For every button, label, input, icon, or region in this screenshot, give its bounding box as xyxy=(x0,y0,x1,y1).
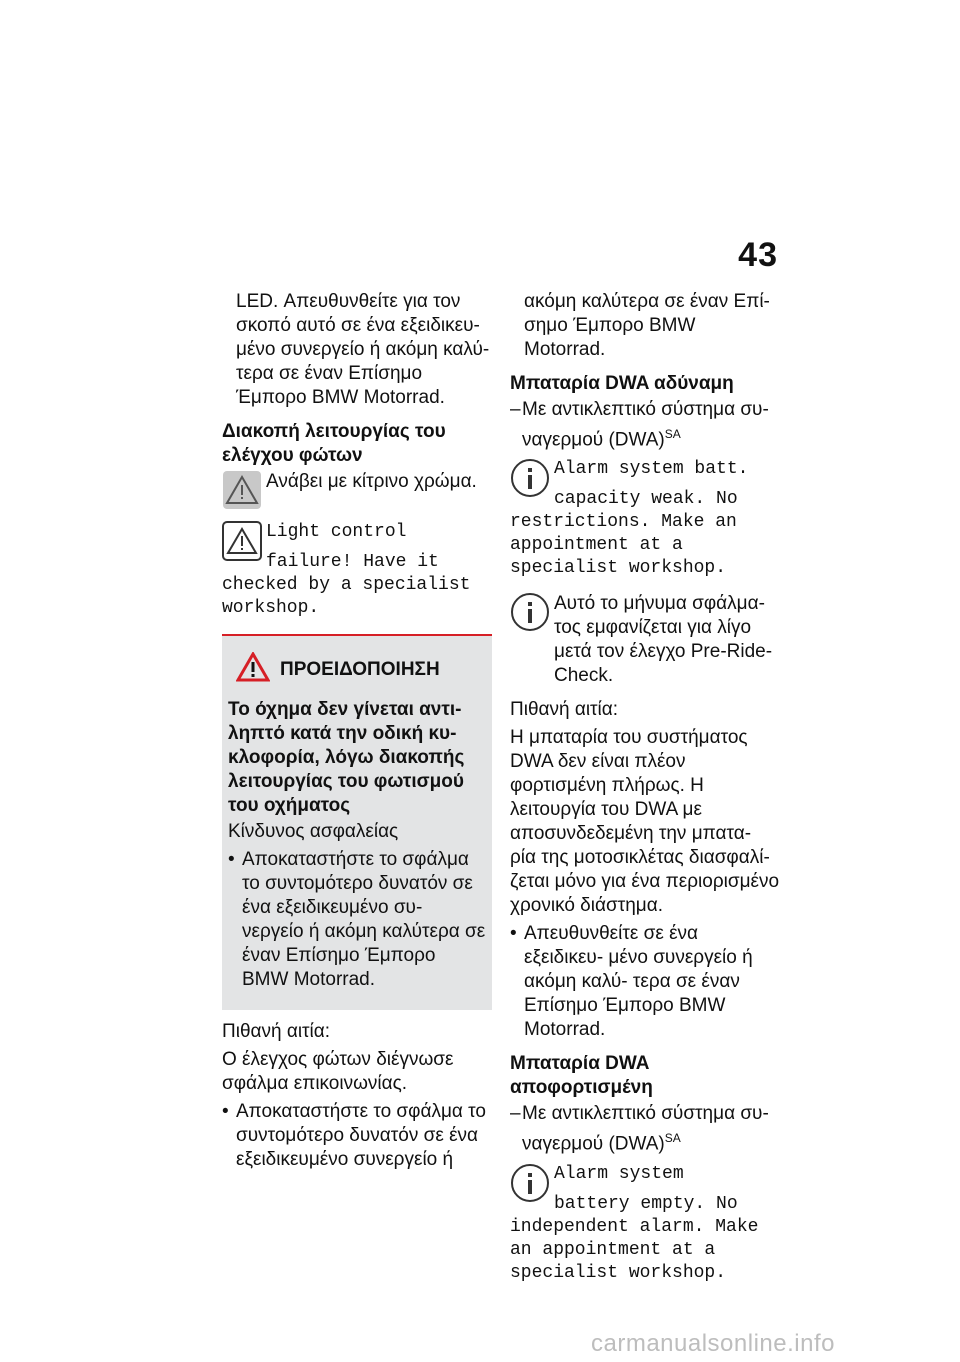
yellow-light-text: Ανάβει με κίτρινο χρώμα. xyxy=(266,471,477,492)
info-icon xyxy=(510,1163,550,1211)
left-intro: LED. Απευθυνθείτε για τον σκοπό αυτό σε ένα εξειδικευ- μένο συνεργείο ή ακόμη καλύ- τερα σε έναν Επίσημο Έμπορο BMW Motorrad. xyxy=(236,291,490,408)
warning-triangle-icon xyxy=(222,521,262,569)
right-cause-label: Πιθανή αιτία: xyxy=(510,699,619,721)
right-bullet-1: • Απευθυνθείτε σε ένα εξειδικευ- μένο συνεργείο ή ακόμη καλύ- τερα σε έναν Επίσημο Έμπορο BMW Motorrad. xyxy=(510,922,780,1042)
right-bullet-1-text: Απευθυνθείτε σε ένα εξειδικευ- μένο συνεργείο ή ακόμη καλύ- τερα σε έναν Επίσημο Έμπορο BMW Motorrad. xyxy=(524,923,753,1041)
left-cause-text: Ο έλεγχος φώτων διέγνωσε σφάλμα επικοινωνίας. xyxy=(222,1049,454,1094)
yellow-light-row xyxy=(222,470,492,515)
display-message-batt-weak xyxy=(510,458,780,580)
heading-dwa-battery-empty: Μπαταρία DWA αποφορτισμένη xyxy=(510,1053,653,1099)
display-message-2-line-1: Alarm system batt. xyxy=(554,459,749,480)
dash-item-1: – Με αντικλεπτικό σύστημα συ- ναγερμού (DWA)$^{SA}$ xyxy=(510,399,769,451)
warning-label: ΠΡΟΕΙΔΟΠΟΙΗΣΗ xyxy=(280,659,440,680)
warning-title xyxy=(236,652,486,688)
watermark: carmanualsonline.info xyxy=(591,1330,835,1357)
left-bullet-1-text: Αποκαταστήστε το σφάλμα το συντομότερο δυνατόν σε ένα εξειδικευμένο συνεργείο ή xyxy=(236,1101,486,1170)
display-message-3-line-1: Alarm system xyxy=(554,1163,684,1184)
display-message-2-rest: capacity weak. No restrictions. Make an appointment at a specialist workshop. xyxy=(510,489,738,579)
sa-superscript-2: SA xyxy=(664,1131,681,1146)
info-icon xyxy=(510,592,550,637)
display-message-batt-empty xyxy=(510,1163,780,1285)
info-note xyxy=(510,592,780,688)
warning-bullet-text: Αποκαταστήστε το σφάλμα το συντομότερο δυνατόν σε ένα εξειδικευμένο συ- νεργείο ή ακόμη καλύτερα σε έναν Επίσημο Έμπορο BMW Motorrad. xyxy=(242,849,486,990)
page-number: 43 xyxy=(738,236,778,274)
dash-item-2: – Με αντικλεπτικό σύστημα συ- ναγερμού (DWA)$^{SA}$ xyxy=(510,1103,769,1155)
display-message-line-1: Light control xyxy=(266,522,407,542)
left-cause-label: Πιθανή αιτία: xyxy=(222,1021,331,1042)
warning-heading: Το όχημα δεν γίνεται αντι- ληπτό κατά την οδική κυ- κλοφορία, λόγω διακοπής λειτουργίας του φωτισμού του οχήματος xyxy=(228,699,465,816)
display-message-light-control xyxy=(222,521,492,620)
sa-superscript-1: SA xyxy=(664,427,681,441)
right-column xyxy=(510,290,780,1297)
display-message-3-rest: battery empty. No independent alarm. Make an appointment at a specialist workshop. xyxy=(510,1193,759,1283)
warning-box xyxy=(222,634,492,1010)
exclamation-warning-icon xyxy=(236,652,270,688)
dash-item-2-text: Με αντικλεπτικό σύστημα συ- ναγερμού (DWA) xyxy=(522,1103,769,1155)
heading-dwa-battery-weak: Μπαταρία DWA αδύναμη xyxy=(510,373,734,394)
left-column xyxy=(222,290,492,1180)
info-note-text: Αυτό το μήνυμα σφάλμα- τος εμφανίζεται για λίγο μετά τον έλεγχο Pre-Ride-Check. xyxy=(554,593,773,687)
info-icon xyxy=(510,458,550,506)
warning-subtitle: Κίνδυνος ασφαλείας xyxy=(228,821,399,842)
display-message-rest: failure! Have it checked by a specialist workshop. xyxy=(222,552,471,618)
yellow-warning-icon xyxy=(222,470,262,515)
heading-light-control-failure: Διακοπή λειτουργίας του ελέγχου φώτων xyxy=(222,421,446,466)
left-bullet-1: • Αποκαταστήστε το σφάλμα το συντομότερο δυνατόν σε ένα εξειδικευμένο συνεργείο ή xyxy=(222,1100,492,1172)
right-intro: ακόμη καλύτερα σε έναν Επί- σημο Έμπορο BMW Motorrad. xyxy=(524,291,770,360)
warning-bullet: • Αποκαταστήστε το σφάλμα το συντομότερο δυνατόν σε ένα εξειδικευμένο συ- νεργείο ή ακόμη καλύτερα σε έναν Επίσημο Έμπορο BMW Motorrad. xyxy=(228,849,486,990)
dash-item-1-text: Με αντικλεπτικό σύστημα συ- ναγερμού (DWA) xyxy=(522,399,769,451)
right-cause-text: Η μπαταρία του συστήματος DWA δεν είναι πλέον φορτισμένη πλήρως. Η λειτουργία του DWA με αποσυνδεδεμένη την μπατα- ρία της μοτοσικλέτας διασφαλί- ζεται μόνο για ένα περιορισμένο χρονικό διάστημα. xyxy=(510,727,780,917)
